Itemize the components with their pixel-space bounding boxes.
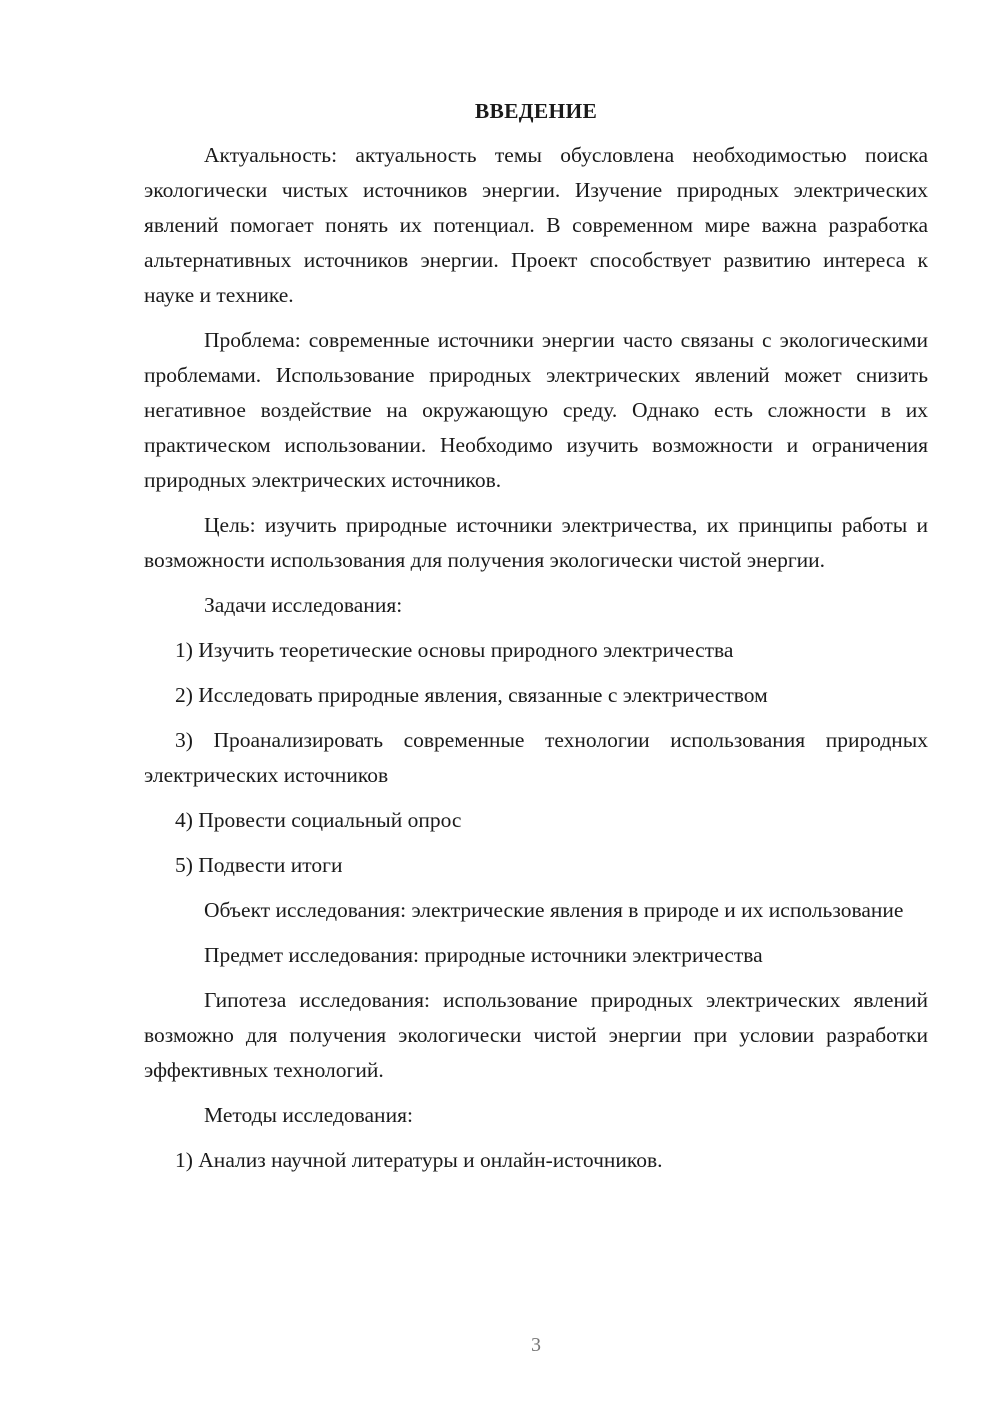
task-item: 4) Провести социальный опрос: [175, 808, 462, 832]
page-title: ВВЕДЕНИЕ: [474, 99, 598, 123]
task-item: 5) Подвести итоги: [175, 853, 343, 877]
page-number: 3: [531, 1334, 541, 1356]
methods-heading: Методы исследования:: [204, 1103, 413, 1127]
page-content: [144, 96, 928, 1188]
task-item: 3) Проанализировать современные технологии использования природных электрических источников: [144, 728, 928, 787]
relevance-paragraph: Актуальность: актуальность темы обусловлена необходимостью поиска экологически чистых источников энергии. Изучение природных электрических явлений помогает понять их потенциал. В современном мире важна разработка альтернативных источников энергии. Проект способствует развитию интереса к науке и технике.: [144, 143, 928, 307]
task-item: 1) Изучить теоретические основы природного электричества: [175, 638, 734, 662]
goal-paragraph: Цель: изучить природные источники электричества, их принципы работы и возможности использования для получения экологически чистой энергии.: [144, 513, 928, 572]
object-paragraph: Объект исследования: электрические явления в природе и их использование: [204, 898, 904, 922]
hypothesis-paragraph: Гипотеза исследования: использование природных электрических явлений возможно для получения экологически чистой энергии при условии разработки эффективных технологий.: [144, 988, 928, 1082]
tasks-heading: Задачи исследования:: [204, 593, 403, 617]
problem-paragraph: Проблема: современные источники энергии часто связаны с экологическими проблемами. Использование природных электрических явлений может снизить негативное воздействие на окружающую среду. Однако есть сложности в их практическом использовании. Необходимо изучить возможности и ограничения природных электрических источников.: [144, 328, 928, 492]
task-item: 2) Исследовать природные явления, связанные с электричеством: [175, 683, 768, 707]
method-item: 1) Анализ научной литературы и онлайн-источников.: [175, 1148, 663, 1172]
subject-paragraph: Предмет исследования: природные источники электричества: [204, 943, 763, 967]
